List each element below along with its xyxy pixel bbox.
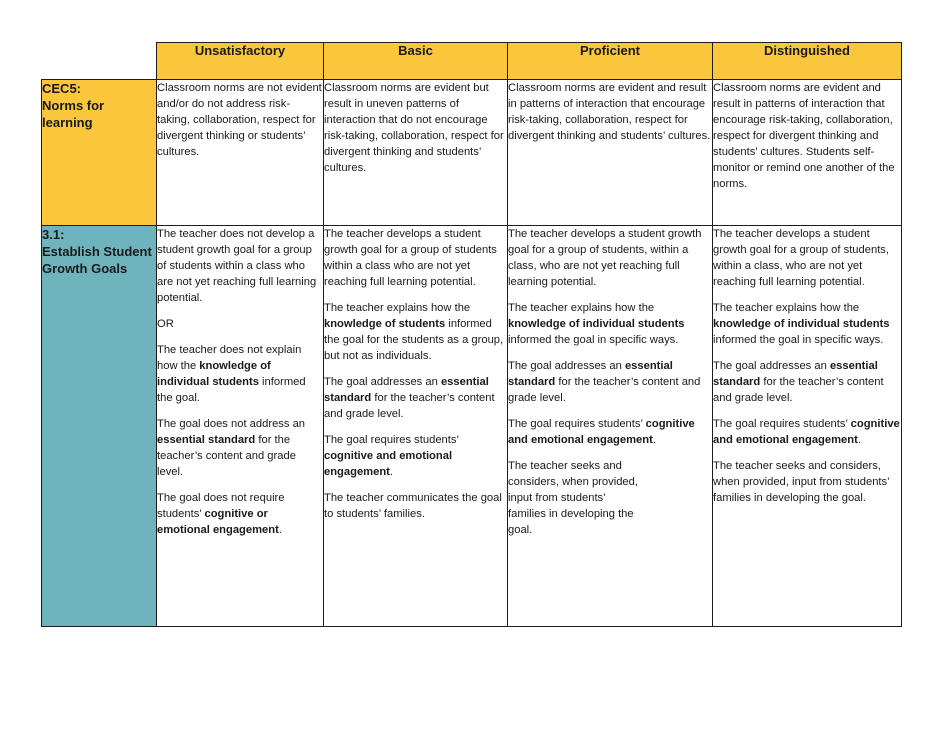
cell-text: Classroom norms are evident and result in patterns of interaction that encourage risk-taking, collaboration, respect for divergent thinking and students’ cultures. Students self-monitor or remind one another of the norms. [713,82,895,190]
cell-text [157,342,323,406]
cell-text [324,374,507,422]
row-label-line: CEC5: [42,81,82,96]
cell-text [508,300,712,348]
cell-text: The teacher communicates the goal to students’ families. [324,492,502,520]
text-run: The goal does not address an [157,418,306,430]
emphasis-text: knowledge of individual students [713,318,890,330]
cell-text [508,458,712,538]
cell-text: The teacher does not develop a student growth goal for a group of students within a class who are not yet reaching full learning potential. [157,228,317,304]
rubric-table [41,42,902,627]
emphasis-text: essential standard [157,434,256,446]
cell-text: The teacher develops a student growth goal for a group of students, within a class, who are not yet reaching full learning potential. [508,228,702,288]
cell-text [713,416,901,448]
cell-text [157,416,323,480]
cell-cec5-unsatisfactory [157,80,324,226]
text-run: informed the goal for the students as a group, but not as individuals. [324,318,504,362]
header-unsatisfactory: Unsatisfactory [157,43,324,80]
text-line: input from students’ [508,492,606,504]
cell-3-1-distinguished [713,226,902,627]
text-run: for the teacher’s content and grade level. [324,392,495,420]
cell-text: The teacher seeks and considers, when provided, input from students’ families in developing the goal. [713,460,890,504]
text-run: . [857,434,861,446]
cell-text [157,490,323,538]
cell-text [324,432,507,480]
table-row [42,80,902,226]
row-label-line: 3.1: [42,227,65,242]
text-run: informed the goal in specific ways. [508,334,679,346]
cell-text [508,358,712,406]
cell-text: The teacher develops a student growth goal for a group of students, within a class, who are not yet reaching full learning potential. [713,228,890,288]
row-label-3-1 [42,226,157,627]
text-run: for the teacher’s content and grade level. [157,434,296,478]
text-run: The goal requires students’ [324,434,459,446]
cell-text: Classroom norms are evident but result in uneven patterns of interaction that do not encourage risk-taking, collaboration, respect for divergent thinking and students’ cultures. [324,82,504,174]
cell-cec5-distinguished [713,80,902,226]
corner-cell [42,43,157,80]
cell-text: OR [157,318,174,330]
emphasis-text: knowledge of students [324,318,446,330]
emphasis-text: knowledge of individual students [157,360,271,388]
header-proficient: Proficient [508,43,713,80]
text-run: The goal requires students’ [508,418,646,430]
text-line: considers, when provided, [508,476,638,488]
text-line: goal. [508,524,533,536]
text-run: . [652,434,656,446]
row-label-line: Establish Student [42,244,152,259]
cell-text: Classroom norms are not evident and/or do not address risk-taking, collaboration, respect for divergent thinking or students’ cultures. [157,82,322,158]
cell-cec5-basic [324,80,508,226]
header-basic: Basic [324,43,508,80]
text-run: for the teacher’s content and grade level. [713,376,884,404]
header-distinguished: Distinguished [713,43,902,80]
text-run: . [389,466,394,478]
emphasis-text: knowledge of individual students [508,318,685,330]
emphasis-text: essential standard [508,360,673,388]
text-run: The teacher explains how the [324,302,471,314]
emphasis-text: cognitive and emotional engagement [508,418,695,446]
emphasis-text: essential standard [324,376,489,404]
text-run: The goal requires students’ [713,418,851,430]
cell-text [508,416,712,448]
text-run: The goal addresses an [508,360,625,372]
emphasis-text: essential standard [713,360,878,388]
text-run: informed the goal. [157,376,306,404]
cell-3-1-unsatisfactory [157,226,324,627]
cell-3-1-proficient [508,226,713,627]
text-run: . [278,524,282,536]
text-run: informed the goal in specific ways. [713,334,884,346]
cell-text [324,300,507,364]
text-run: The goal addresses an [713,360,830,372]
row-label-line: learning [42,115,93,130]
table-row [42,226,902,627]
header-row [42,43,902,80]
cell-3-1-basic [324,226,508,627]
text-run: The teacher does not explain how the [157,344,302,372]
text-line: The teacher seeks and [508,460,622,472]
text-run: for the teacher’s content and grade level. [508,376,701,404]
text-line: families in developing the [508,508,634,520]
text-run: The goal addresses an [324,376,441,388]
row-label-line: Norms for [42,98,105,113]
emphasis-text: cognitive and emotional engagement [713,418,900,446]
cell-text: The teacher develops a student growth goal for a group of students within a class who are not yet reaching full learning potential. [324,228,497,288]
emphasis-text: cognitive and emotional engagement [324,450,453,478]
row-label-cec5 [42,80,157,226]
emphasis-text: cognitive or emotional engagement [157,508,279,536]
row-label-line: Growth Goals [42,261,128,276]
cell-text: Classroom norms are evident and result in patterns of interaction that encourage risk-taking, collaboration, respect for divergent thinking and students’ cultures. [508,82,711,142]
text-run: The teacher explains how the [508,302,655,314]
cell-text [713,358,901,406]
cell-cec5-proficient [508,80,713,226]
text-run: The goal does not require students’ [157,492,285,520]
text-run: The teacher explains how the [713,302,860,314]
cell-text [713,300,901,348]
